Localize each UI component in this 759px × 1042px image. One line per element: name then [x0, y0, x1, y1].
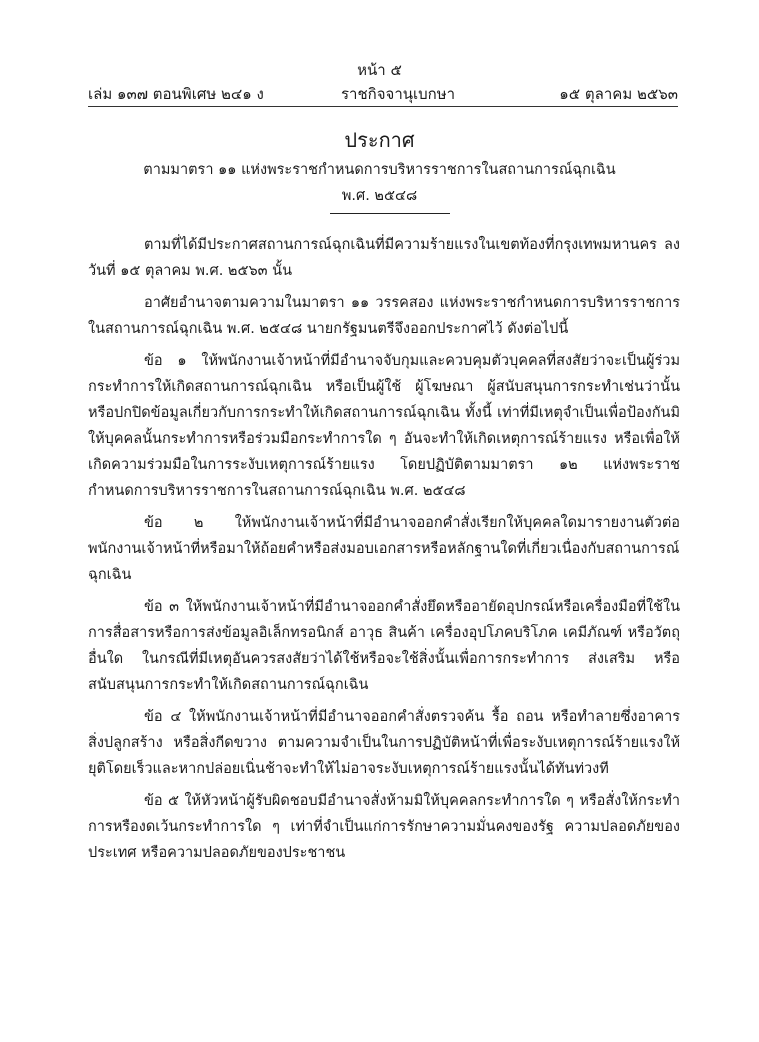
gazette-date: ๑๕ ตุลาคม ๒๕๖๓: [559, 85, 678, 103]
gazette-volume: เล่ม ๑๓๗ ตอนพิเศษ ๒๔๑ ง: [88, 85, 264, 103]
paragraph-authority: อาศัยอำนาจตามความในมาตรา ๑๑ วรรคสอง แห่งพระราชกำหนดการบริหารราชการในสถานการณ์ฉุกเฉิน พ.ศ. ๒๕๔๘ นายกรัฐมนตรีจึงออกประกาศไว้ ดังต่อไปนี้: [88, 295, 680, 337]
paragraph-clause-4: ข้อ ๔ ให้พนักงานเจ้าหน้าที่มีอำนาจออกคำสั่งตรวจค้น รื้อ ถอน หรือทำลายซึ่งอาคาร สิ่งปลูกสร้าง หรือสิ่งกีดขวาง ตามความจำเป็นในการปฏิบัติหน้าที่เพื่อระงับเหตุการณ์ร้ายแรงให้ยุติโดยเร็วและหากปล่อยเนิ่นช้าจะทำให้ไม่อาจระงับเหตุการณ์ร้ายแรงนั้นได้ทันท่วงที: [88, 709, 680, 777]
paragraph-clause-5: ข้อ ๕ ให้หัวหน้าผู้รับผิดชอบมีอำนาจสั่งห้ามมิให้บุคคลกระทำการใด ๆ หรือสั่งให้กระทำการหรืองดเว้นกระทำการใด ๆ เท่าที่จำเป็นแก่การรักษาความมั่นคงของรัฐ ความปลอดภัยของประเทศ หรือความปลอดภัยของประชาชน: [88, 793, 680, 861]
paragraph-preamble: ตามที่ได้มีประกาศสถานการณ์ฉุกเฉินที่มีความร้ายแรงในเขตท้องที่กรุงเทพมหานคร ลงวันที่ ๑๕ ตุลาคม พ.ศ. ๒๕๖๓ นั้น: [88, 237, 680, 279]
document-body: [88, 232, 680, 872]
document-subtitle-year: พ.ศ. ๒๕๔๘: [341, 188, 418, 204]
title-divider: [330, 213, 450, 214]
paragraph-clause-1: ข้อ ๑ ให้พนักงานเจ้าหน้าที่มีอำนาจจับกุมและควบคุมตัวบุคคลที่สงสัยว่าจะเป็นผู้ร่วมกระทำการให้เกิดสถานการณ์ฉุกเฉิน หรือเป็นผู้ใช้ ผู้โฆษณา ผู้สนับสนุนการกระทำเช่นว่านั้น หรือปกปิดข้อมูลเกี่ยวกับการกระทำให้เกิดสถานการณ์ฉุกเฉิน ทั้งนี้ เท่าที่มีเหตุจำเป็นเพื่อป้องกันมิให้บุคคลนั้นกระทำการหรือร่วมมือกระทำการใด ๆ อันจะทำให้เกิดเหตุการณ์ร้ายแรง หรือเพื่อให้เกิดความร่วมมือในการระงับเหตุการณ์ร้ายแรง โดยปฏิบัติตามมาตรา ๑๒ แห่งพระราชกำหนดการบริหารราชการในสถานการณ์ฉุกเฉิน พ.ศ. ๒๕๔๘: [88, 353, 680, 499]
paragraph-clause-3: ข้อ ๓ ให้พนักงานเจ้าหน้าที่มีอำนาจออกคำสั่งยึดหรืออายัดอุปกรณ์หรือเครื่องมือที่ใช้ในการสื่อสารหรือการส่งข้อมูลอิเล็กทรอนิกส์ อาวุธ สินค้า เครื่องอุปโภคบริโภค เคมีภัณฑ์ หรือวัตถุอื่นใด ในกรณีที่มีเหตุอันควรสงสัยว่าได้ใช้หรือจะใช้สิ่งนั้นเพื่อการกระทำการ ส่งเสริม หรือสนับสนุนการกระทำให้เกิดสถานการณ์ฉุกเฉิน: [88, 599, 680, 693]
document-subtitle: ตามมาตรา ๑๑ แห่งพระราชกำหนดการบริหารราชการในสถานการณ์ฉุกเฉิน: [143, 162, 616, 178]
page-number: หน้า ๕: [357, 61, 402, 79]
header-divider: [88, 106, 678, 107]
paragraph-clause-2: ข้อ ๒ ให้พนักงานเจ้าหน้าที่มีอำนาจออกคำสั่งเรียกให้บุคคลใดมารายงานตัวต่อพนักงานเจ้าหน้าที่หรือมาให้ถ้อยคำหรือส่งมอบเอกสารหรือหลักฐานใดที่เกี่ยวเนื่องกับสถานการณ์ฉุกเฉิน: [88, 515, 680, 583]
gazette-name: ราชกิจจานุเบกษา: [341, 85, 456, 103]
document-title: ประกาศ: [344, 128, 415, 152]
gazette-header: [88, 82, 678, 102]
